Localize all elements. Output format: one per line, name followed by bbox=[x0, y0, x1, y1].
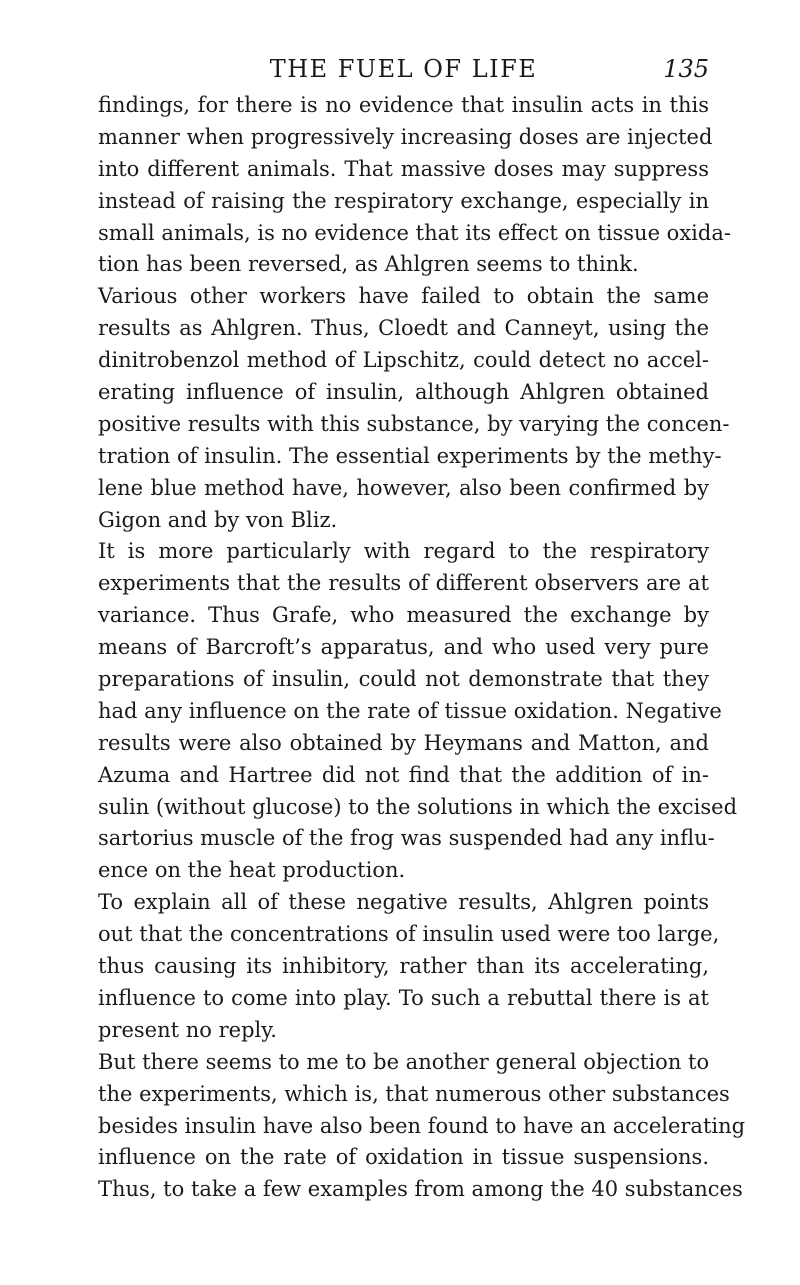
text-line: It is more particularly with regard to the respiratory bbox=[98, 539, 709, 564]
text-line: But there seems to me to be another general objection to bbox=[98, 1049, 710, 1074]
running-head bbox=[98, 52, 709, 86]
text-line: To explain all of these negative results, Ahlgren points bbox=[98, 890, 709, 915]
text-line: Azuma and Hartree did not find that the addition of in- bbox=[98, 762, 709, 787]
text-line: instead of raising the respiratory exchange, especially in bbox=[98, 188, 709, 213]
text-line: the experiments, which is, that numerous other substances bbox=[98, 1081, 730, 1106]
text-line: results as Ahlgren. Thus, Cloedt and Canneyt, using the bbox=[98, 316, 709, 341]
text-line: Gigon and by von Bliz. bbox=[98, 507, 338, 532]
text-line: lene blue method have, however, also been confirmed by bbox=[98, 475, 709, 500]
text-line: into different animals. That massive doses may suppress bbox=[98, 156, 709, 181]
text-line: sartorius muscle of the frog was suspended had any influ- bbox=[98, 826, 715, 851]
page-number: 135 bbox=[663, 55, 709, 83]
text-line: out that the concentrations of insulin used were too large, bbox=[98, 922, 720, 947]
text-line: manner when progressively increasing doses are injected bbox=[98, 124, 713, 149]
text-line: influence to come into play. To such a rebuttal there is at bbox=[98, 985, 709, 1010]
text-line: small animals, is no evidence that its effect on tissue oxida- bbox=[98, 220, 731, 245]
running-title: THE FUEL OF LIFE bbox=[269, 55, 538, 83]
text-line: dinitrobenzol method of Lipschitz, could detect no accel- bbox=[98, 348, 709, 373]
text-line: results were also obtained by Heymans and Matton, and bbox=[98, 730, 709, 755]
text-line: influence on the rate of oxidation in tissue suspensions. bbox=[98, 1145, 709, 1170]
text-line: sulin (without glucose) to the solutions in which the excised bbox=[98, 794, 738, 819]
text-line: besides insulin have also been found to have an accelerating bbox=[98, 1113, 746, 1138]
body-text bbox=[98, 90, 746, 1206]
text-line: ence on the heat production. bbox=[98, 858, 406, 883]
text-line: tion has been reversed, as Ahlgren seems to think. bbox=[98, 252, 639, 277]
text-line: present no reply. bbox=[98, 1017, 277, 1042]
text-line: Various other workers have failed to obtain the same bbox=[98, 284, 709, 309]
text-line: experiments that the results of different observers are at bbox=[98, 571, 709, 596]
text-line: variance. Thus Grafe, who measured the exchange by bbox=[98, 603, 709, 628]
text-line: preparations of insulin, could not demonstrate that they bbox=[98, 667, 709, 692]
text-line: findings, for there is no evidence that insulin acts in this bbox=[98, 93, 709, 117]
text-line: thus causing its inhibitory, rather than its accelerating, bbox=[98, 954, 709, 979]
text-line: positive results with this substance, by varying the concen- bbox=[98, 411, 730, 436]
text-line: erating influence of insulin, although Ahlgren obtained bbox=[98, 380, 709, 405]
text-line: tration of insulin. The essential experiments by the methy- bbox=[98, 443, 722, 468]
text-line: means of Barcroft’s apparatus, and who used very pure bbox=[98, 635, 709, 660]
text-line: had any influence on the rate of tissue oxidation. Negative bbox=[98, 698, 722, 723]
text-line: Thus, to take a few examples from among the 40 substances bbox=[98, 1177, 743, 1202]
